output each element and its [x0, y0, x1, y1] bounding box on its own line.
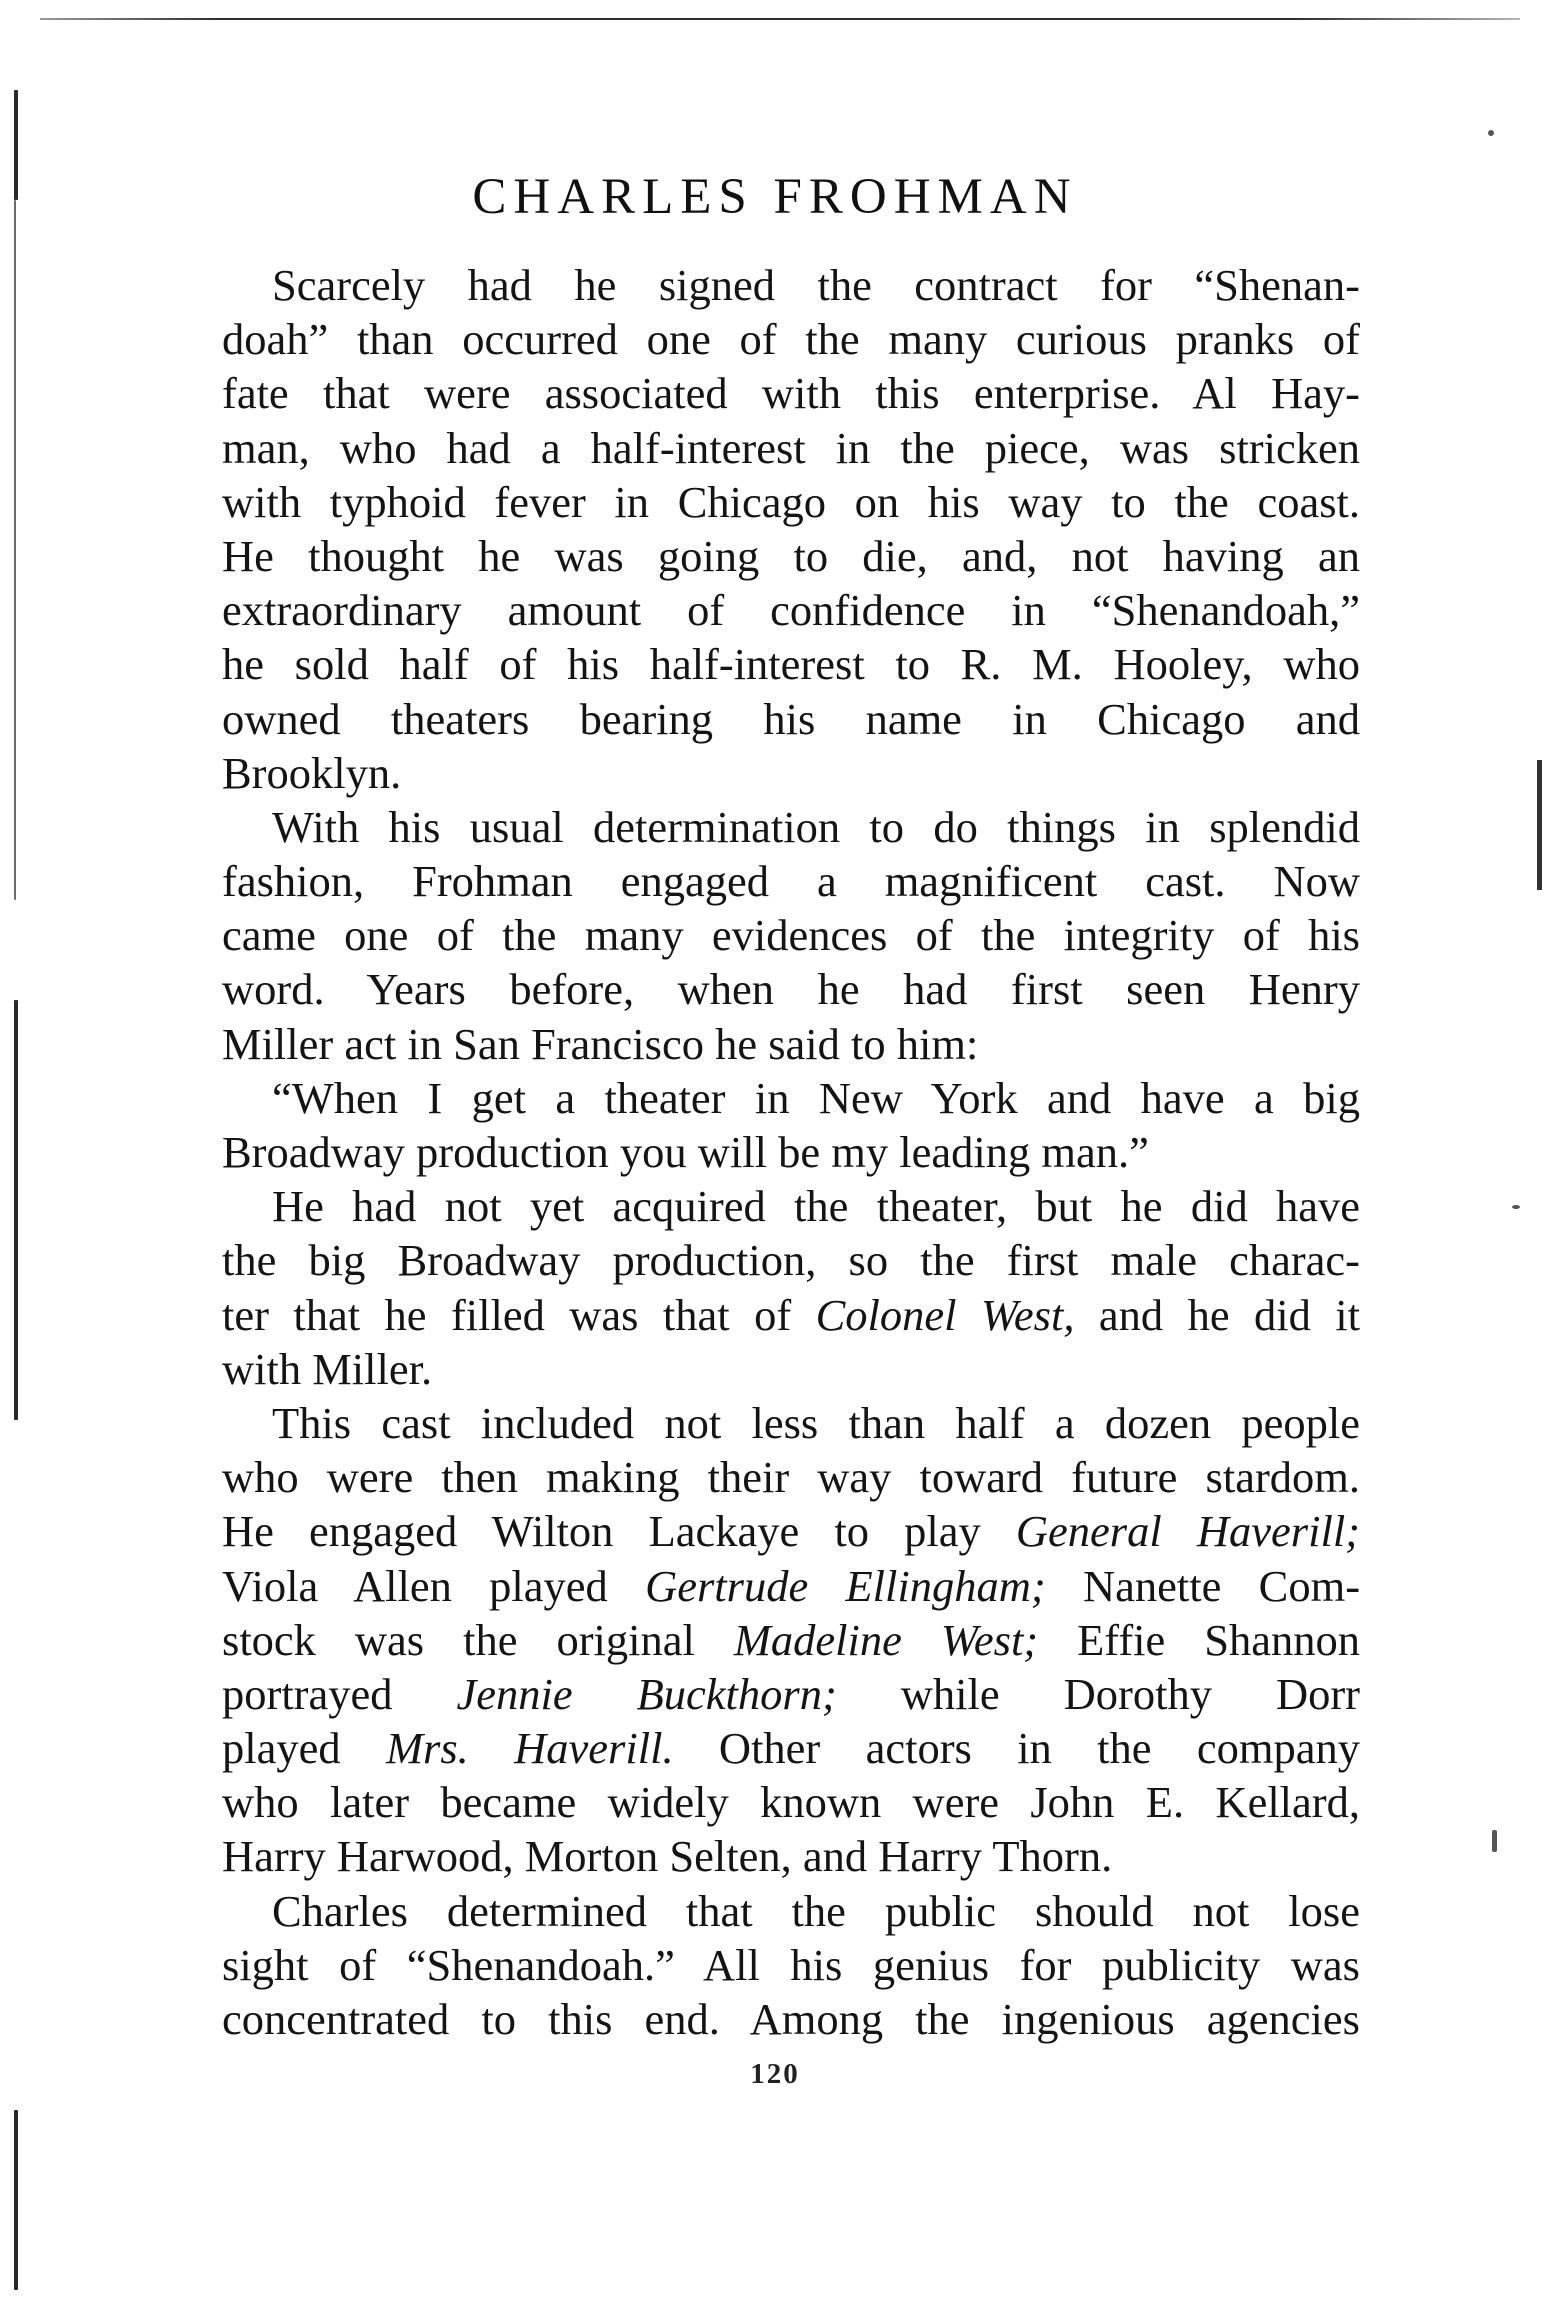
- text-line: [222, 746, 1360, 800]
- text-run: Harry Harwood, Morton Selten, and Harry Thorn.: [222, 1831, 1113, 1882]
- body-text: [222, 258, 1360, 2046]
- text-run: Effie Shannon: [1038, 1614, 1360, 1665]
- text-line: [222, 1992, 1360, 2046]
- text-line: [222, 1829, 1360, 1883]
- text-line: [222, 1233, 1360, 1287]
- text-line: [222, 1017, 1360, 1071]
- text-run: ter that he filled was that of: [222, 1289, 816, 1340]
- text-line: [222, 1938, 1360, 1992]
- text-run: the big Broadway production, so the first male charac-: [222, 1235, 1360, 1286]
- scan-edge-mark: [1537, 760, 1542, 890]
- text-run: fashion, Frohman engaged a magnificent cast. Now: [222, 856, 1360, 907]
- text-run: Other actors in the company: [673, 1723, 1360, 1774]
- page-number: 120: [750, 2058, 800, 2090]
- text-line: [222, 1721, 1360, 1775]
- text-line: [222, 529, 1360, 583]
- scan-edge-mark: [14, 200, 16, 900]
- text-run: Viola Allen played: [222, 1560, 646, 1611]
- text-run: concentrated to this end. Among the ingenious agencies: [222, 1994, 1360, 2044]
- text-line: [222, 962, 1360, 1016]
- text-run: played: [222, 1723, 386, 1774]
- text-line: [222, 800, 1360, 854]
- scan-edge-mark: [14, 1000, 18, 1420]
- text-run: who were then making their way toward future stardom.: [222, 1452, 1360, 1503]
- text-line: [222, 1342, 1360, 1396]
- text-line: [222, 312, 1360, 366]
- text-run: sight of “Shenandoah.” All his genius for publicity was: [222, 1939, 1360, 1990]
- text-line: [222, 1071, 1360, 1125]
- text-run: who later became widely known were John E. Kellard,: [222, 1777, 1360, 1828]
- text-run: Charles determined that the public should not lose: [272, 1885, 1360, 1936]
- character-name: General Haverill;: [1015, 1506, 1360, 1557]
- text-line: [222, 1884, 1360, 1938]
- text-run: He engaged Wilton Lackaye to play: [222, 1506, 1016, 1557]
- text-line: [222, 1667, 1360, 1721]
- scan-edge-mark: [14, 2110, 18, 2290]
- text-line: [222, 1559, 1360, 1613]
- text-line: [222, 583, 1360, 637]
- text-run: word. Years before, when he had first seen Henry: [222, 964, 1360, 1015]
- text-run: Brooklyn.: [222, 747, 402, 798]
- text-run: owned theaters bearing his name in Chicago and: [222, 693, 1360, 744]
- scan-speck: [1512, 1205, 1520, 1209]
- text-run: doah” than occurred one of the many curious pranks of: [222, 314, 1360, 365]
- text-run: and he did it: [1074, 1289, 1361, 1340]
- scan-speck: [1492, 1830, 1497, 1852]
- text-line: [222, 366, 1360, 420]
- character-name: Gertrude Ellingham;: [645, 1560, 1046, 1611]
- text-run: This cast included not less than half a dozen people: [272, 1397, 1360, 1448]
- text-line: [222, 1450, 1360, 1504]
- text-run: Scarcely had he signed the contract for “Shenan-: [272, 260, 1360, 310]
- text-line: [222, 692, 1360, 746]
- text-run: man, who had a half-interest in the piece, was stricken: [222, 422, 1360, 473]
- text-run: Miller act in San Francisco he said to him:: [222, 1018, 979, 1069]
- text-line: [222, 421, 1360, 475]
- text-line: [222, 1125, 1360, 1179]
- character-name: Madeline West;: [733, 1614, 1039, 1665]
- text-line: [222, 475, 1360, 529]
- text-run: Broadway production you will be my leading man.”: [222, 1127, 1149, 1177]
- text-line: [222, 1288, 1360, 1342]
- running-head: CHARLES FROHMAN: [472, 169, 1078, 225]
- text-run: while Dorothy Dorr: [836, 1668, 1360, 1719]
- text-line: [222, 1613, 1360, 1667]
- text-run: stock was the original: [222, 1614, 734, 1665]
- text-run: He had not yet acquired the theater, but he did have: [272, 1181, 1360, 1232]
- top-rule: [40, 18, 1520, 20]
- text-run: He thought he was going to die, and, not having an: [222, 530, 1360, 581]
- text-run: with typhoid fever in Chicago on his way to the coast.: [222, 476, 1360, 527]
- text-run: with Miller.: [222, 1343, 433, 1394]
- text-run: portrayed: [222, 1668, 457, 1719]
- character-name: Mrs. Haverill.: [385, 1723, 674, 1774]
- character-name: Colonel West,: [815, 1289, 1075, 1340]
- text-line: [222, 1504, 1360, 1558]
- text-line: [222, 1179, 1360, 1233]
- text-line: [222, 854, 1360, 908]
- text-line: [222, 908, 1360, 962]
- text-line: [222, 1396, 1360, 1450]
- text-run: fate that were associated with this enterprise. Al Hay-: [222, 368, 1360, 419]
- text-run: “When I get a theater in New York and have a big: [272, 1072, 1360, 1123]
- text-line: [222, 637, 1360, 691]
- text-run: With his usual determination to do things in splendid: [272, 801, 1360, 852]
- text-line: [222, 1775, 1360, 1829]
- text-line: [222, 258, 1360, 312]
- text-run: extraordinary amount of confidence in “Shenandoah,”: [222, 585, 1360, 636]
- text-run: came one of the many evidences of the integrity of his: [222, 910, 1360, 961]
- text-run: he sold half of his half-interest to R. M. Hooley, who: [222, 639, 1360, 690]
- scan-speck: [1488, 130, 1494, 136]
- text-run: Nanette Com-: [1045, 1560, 1361, 1611]
- character-name: Jennie Buckthorn;: [456, 1668, 837, 1719]
